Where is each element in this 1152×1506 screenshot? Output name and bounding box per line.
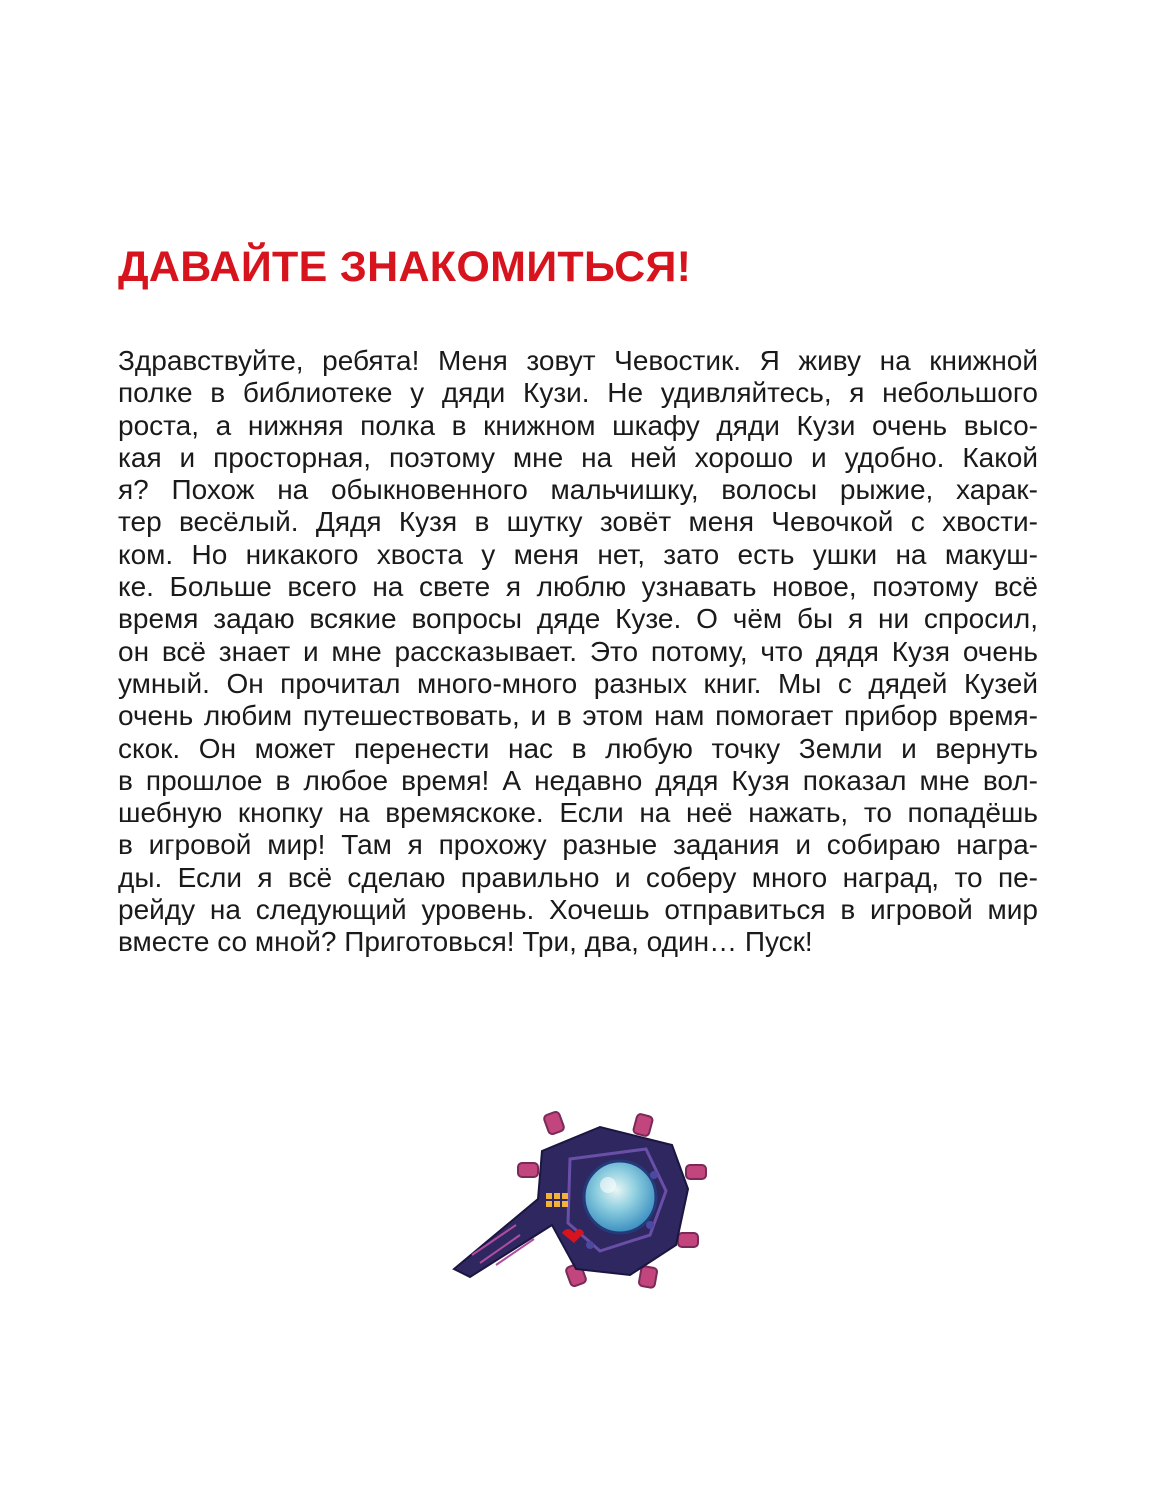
text-line: роста, а нижняя полка в книжном шкафу дяди Кузи очень высо- [118, 409, 1038, 441]
text-line: я? Похож на обыкновенного мальчишку, волосы рыжие, харак- [118, 474, 1038, 506]
text-line: тер весёлый. Дядя Кузя в шутку зовёт меня Чевочкой с хвости- [118, 506, 1038, 538]
text-line: кая и просторная, поэтому мне на ней хорошо и удобно. Какой [118, 441, 1038, 473]
text-line: ке. Больше всего на свете я люблю узнавать новое, поэтому всё [118, 571, 1038, 603]
text-line: ды. Если я всё сделаю правильно и соберу много наград, то пе- [118, 861, 1038, 893]
text-line: в игровой мир! Там я прохожу разные задания и собираю награ- [118, 829, 1038, 861]
text-line: рейду на следующий уровень. Хочешь отправиться в игровой мир [118, 894, 1038, 926]
text-line: шебную кнопку на времяскоке. Если на неё нажать, то попадёшь [118, 797, 1038, 829]
text-line: в прошлое в любое время! А недавно дядя Кузя показал мне вол- [118, 764, 1038, 796]
text-line: Здравствуйте, ребята! Меня зовут Чевостик. Я живу на книжной [118, 345, 1038, 376]
text-line: ком. Но никакого хвоста у меня нет, зато есть ушки на макуш- [118, 538, 1038, 570]
text-line: скок. Он может перенести нас в любую точку Земли и вернуть [118, 732, 1038, 764]
text-line: очень любим путешествовать, и в этом нам помогает прибор время- [118, 700, 1038, 732]
globe-icon [584, 1161, 656, 1233]
text-line: он всё знает и мне рассказывает. Это потому, что дядя Кузя очень [118, 635, 1038, 667]
page-title: ДАВАЙТЕ ЗНАКОМИТЬСЯ! [118, 243, 692, 291]
text-line: время задаю всякие вопросы дяде Кузе. О чём бы я ни спросил, [118, 603, 1038, 635]
text-line: умный. Он прочитал много-много разных книг. Мы с дядей Кузей [118, 667, 1038, 699]
time-machine-device-icon [450, 1105, 710, 1295]
text-line: полке в библиотеке у дяди Кузи. Не удивляйтесь, я небольшого [118, 377, 1038, 409]
text-line: вместе со мной? Приготовься! Три, два, один… Пуск! [118, 926, 813, 958]
story-paragraph [118, 345, 1038, 959]
